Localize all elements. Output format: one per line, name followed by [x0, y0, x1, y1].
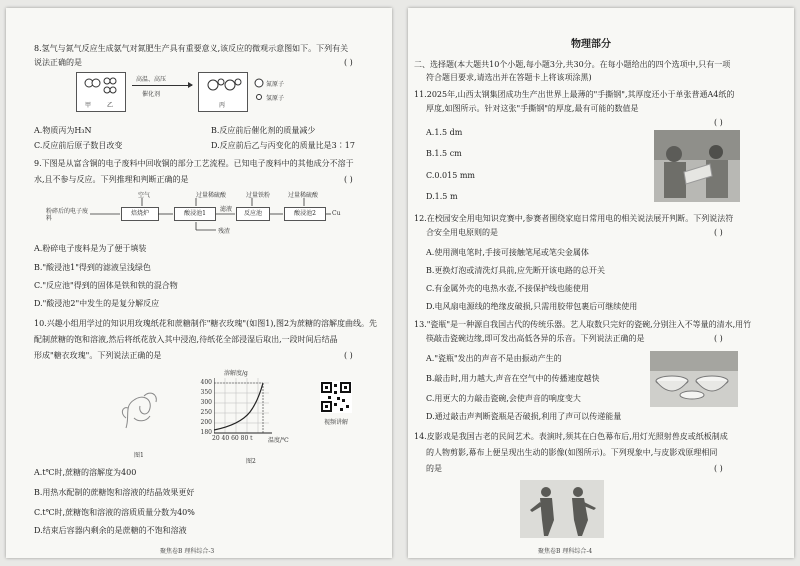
q13-answer-bracket: ( ) — [714, 334, 723, 343]
q9-option-c: C."反应池"得到的固体是铁和铁的混合物 — [34, 281, 178, 290]
flow-reactor-box: 反应池 — [236, 207, 270, 221]
graph-x-label: 温度/℃ — [268, 437, 289, 444]
q9-stem-line2: 水,且不参与反应。下列推理和判断正确的是 — [34, 175, 189, 184]
q8-reaction-diagram — [76, 72, 326, 112]
porcelain-bowls-photo — [650, 351, 738, 407]
y-tick-350: 350 — [200, 389, 212, 396]
q14-stem-line3: 的是 — [426, 464, 442, 473]
q9-stem-line1: 9.下图是从富含铜的电子废料中回收铜的部分工艺流程。已知电子废料中的其他成分不溶于 — [34, 159, 354, 168]
q13-option-b: B.敲击时,用力越大,声音在空气中的传播速度越快 — [426, 374, 600, 383]
q9-option-d: D."酸浸池2"中发生的是复分解反应 — [34, 299, 160, 308]
q12-answer-bracket: ( ) — [714, 228, 723, 237]
q8-box-product — [198, 72, 248, 112]
q11-stem-line2: 厚度,如图所示。针对这张"手撕钢"的厚度,最有可能的数值是 — [426, 104, 639, 113]
q8-stem-line2: 说法正确的是 — [34, 58, 82, 67]
section-instructions-line1: 二、选择题(本大题共10个小题,每小题3分,共30分。在每小题给出的四个选项中,只有一项 — [414, 60, 731, 69]
flow-iron-label: 过量铁粉 — [246, 192, 271, 199]
q11-option-c: C.0.015 mm — [426, 171, 475, 180]
flow-air-label: 空气 — [138, 192, 151, 199]
sugar-rose-image — [116, 388, 164, 436]
section-instructions-line2: 符合题目要求,请选出并在答题卡上将该项涂黑) — [426, 73, 592, 82]
q14-answer-bracket: ( ) — [714, 464, 723, 473]
flow-pool2-box: 酸浸池2 — [284, 207, 326, 221]
q13-stem-line2: 筷敲击瓷碗边缘,即可发出高低各异的乐音。下列说法正确的是 — [426, 334, 645, 343]
q14-stem-line1: 14.皮影戏是我国古老的民间艺术。表演时,须其在白色幕布后,用灯光照射兽皮或纸板制成 — [414, 432, 728, 441]
flow-source-label: 粉碎后的电子废料 — [46, 208, 89, 222]
q8-option-c: C.反应前后原子数目改变 — [34, 141, 123, 150]
q8-label-jia: 甲 — [85, 102, 92, 109]
graph-y-label: 溶解度/g — [224, 370, 248, 377]
qr-code-icon[interactable] — [320, 381, 352, 413]
flow-product-label: Cu — [332, 210, 341, 217]
q8-option-b: B.反应前后催化剂的质量减少 — [211, 126, 316, 135]
q14-stem-line2: 的人物剪影,幕布上便呈现出生动的影像(如图所示)。下列现象中,与皮影戏原理相同 — [426, 448, 718, 457]
y-tick-250: 250 — [200, 409, 212, 416]
q10-option-c: C.t℃时,蔗糖饱和溶液的溶质质量分数为40% — [34, 508, 195, 517]
shadow-puppet-photo — [520, 480, 604, 538]
q8-condition-bottom: 催化剂 — [142, 91, 161, 98]
q10-answer-bracket: ( ) — [344, 351, 353, 360]
legend-atom-icon — [254, 78, 264, 108]
q9-answer-bracket: ( ) — [344, 175, 353, 184]
steel-foil-photo — [654, 130, 740, 202]
q8-condition-top: 高温、高压 — [136, 76, 167, 83]
q8-answer-bracket: ( ) — [344, 58, 353, 67]
graph-x-ticks: 20 40 60 80 t — [212, 435, 253, 442]
q10-stem-line3: 形成"糖衣玫瑰"。下列说法正确的是 — [34, 351, 162, 360]
q13-stem-line1: 13."瓷瓶"是一种源自我国古代的传统乐器。艺人取数只完好的瓷碗,分别注入不等量的清水,用竹 — [414, 320, 752, 329]
q13-option-d: D.通过敲击声判断瓷瓶是否破损,利用了声可以传递能量 — [426, 412, 622, 421]
q8-label-bing: 丙 — [219, 102, 226, 109]
q8-legend-nitrogen: 氮原子 — [266, 81, 285, 88]
q13-option-a: A."瓷瓶"发出的声音不是由振动产生的 — [426, 354, 562, 363]
flow-acid1-label: 过量稀硫酸 — [196, 192, 227, 199]
q11-stem-line1: 11.2025年,山西太钢集团成功生产出世界上最薄的"手撕钢",其厚度还小于单张普通A4纸的 — [414, 90, 735, 99]
q13-option-c: C.用更大的力敲击瓷碗,会使声音的响度变大 — [426, 394, 581, 403]
y-tick-300: 300 — [200, 399, 212, 406]
q10-option-d: D.结束后容器内剩余的是蔗糖的不饱和溶液 — [34, 526, 187, 535]
arrow-head-icon — [188, 82, 193, 88]
q12-option-a: A.使用测电笔时,手接可接触笔尾或笔尖金属体 — [426, 248, 589, 257]
q12-option-b: B.更换灯泡或清洗灯具前,应先断开该电路的总开关 — [426, 266, 605, 275]
flow-filtrate-label: 滤液 — [220, 206, 233, 213]
q8-product-molecules-icon — [199, 73, 247, 99]
graph-y-ticks — [192, 378, 212, 438]
flow-pool1-box: 酸浸池1 — [174, 207, 216, 221]
q10-fig1-caption: 图1 — [134, 452, 144, 459]
q9-option-b: B."酸浸池1"得到的滤液呈浅绿色 — [34, 263, 151, 272]
q12-stem-line1: 12.在校园安全用电知识竞赛中,参赛者围绕家庭日常用电的相关说法展开判断。下列说法符 — [414, 214, 734, 223]
q11-answer-bracket: ( ) — [714, 118, 723, 127]
q8-option-a: A.物质丙为H₃N — [34, 126, 92, 135]
y-tick-180: 180 — [200, 429, 212, 436]
q8-stem-line1: 8.氢气与氮气反应生成氨气对氮肥生产具有重要意义,该反应的微观示意图如下。下列有关 — [34, 44, 349, 53]
q11-option-a: A.1.5 dm — [426, 128, 463, 137]
q10-fig2-caption: 图2 — [246, 458, 256, 465]
q12-stem-line2: 合安全用电原则的是 — [426, 228, 498, 237]
y-tick-200: 200 — [200, 419, 212, 426]
right-page-footer: 聚焦卷B 理科综合-4 — [538, 548, 593, 555]
solubility-curve-plot — [214, 378, 274, 440]
qr-caption: 视频讲解 — [324, 419, 349, 426]
q10-stem-line1: 10.兴趣小组用学过的知识用玫瑰纸花和蔗糖制作"糖衣玫瑰"(如图1),图2为蔗糖的溶解度曲线。先 — [34, 319, 378, 328]
left-page-footer: 聚焦卷B 理科综合-3 — [160, 548, 215, 555]
flow-residue-label: 残渣 — [218, 228, 231, 235]
q10-option-a: A.t℃时,蔗糖的溶解度为400 — [34, 468, 137, 477]
q11-option-d: D.1.5 m — [426, 192, 458, 201]
q12-option-c: C.有金属外壳的电热水壶,不接保护线也能使用 — [426, 284, 589, 293]
q8-legend-hydrogen: 氢原子 — [266, 95, 285, 102]
q9-option-a: A.粉碎电子废料是为了便于填装 — [34, 244, 147, 253]
y-tick-400: 400 — [200, 379, 212, 386]
q10-stem-line2: 配制蔗糖的饱和溶液,然后将纸花放入其中浸泡,待纸花全部浸湿后取出,一段时间后结晶 — [34, 335, 338, 344]
flow-furnace-box: 焙烧炉 — [121, 207, 159, 221]
flow-acid2-label: 过量稀硫酸 — [288, 192, 319, 199]
q10-option-b: B.用热水配制的蔗糖饱和溶液的结晶效果更好 — [34, 488, 195, 497]
q11-option-b: B.1.5 cm — [426, 149, 462, 158]
q9-flow-diagram — [46, 190, 346, 236]
q8-label-yi: 乙 — [107, 102, 114, 109]
q8-box-reactants — [76, 72, 126, 112]
q8-reaction-arrow — [132, 85, 192, 86]
left-page — [6, 8, 392, 558]
right-page — [408, 8, 794, 558]
physics-section-header: 物理部分 — [571, 39, 611, 50]
q8-option-d: D.反应前后乙与丙变化的质量比是3∶17 — [211, 141, 355, 150]
solubility-graph — [192, 368, 292, 448]
flow-arrows-icon — [46, 190, 346, 236]
q12-option-d: D.电风扇电源线的绝缘皮破损,只需用胶带包裹后可继续使用 — [426, 302, 638, 311]
